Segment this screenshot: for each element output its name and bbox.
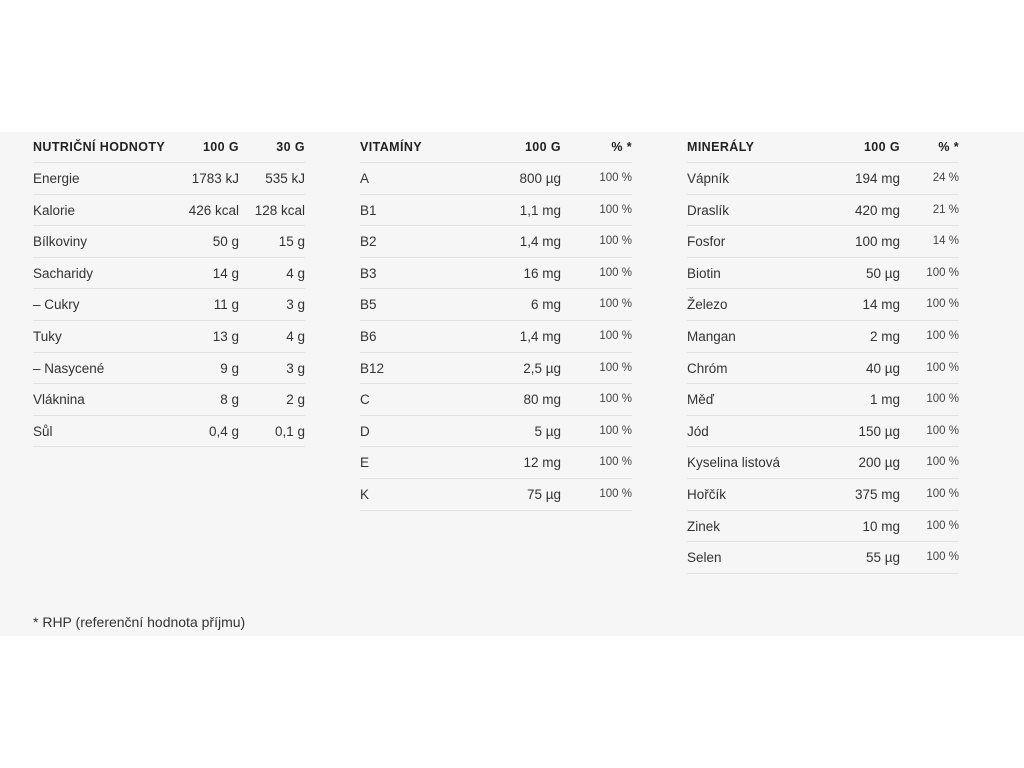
value-per-100g: 1,1 mg	[519, 202, 561, 218]
value-per-100g: 16 mg	[523, 265, 561, 281]
value-per-30g: 3 g	[286, 297, 305, 313]
value-per-100g: 375 mg	[854, 486, 900, 502]
value-per-30g: 15 g	[278, 234, 305, 250]
value-per-100g: 55 µg	[865, 550, 900, 566]
table-row	[33, 321, 305, 353]
value-per-100g: 6 mg	[530, 297, 561, 313]
value-per-30g: 128 kcal	[254, 202, 305, 218]
minerals-table	[687, 132, 959, 574]
value-percent-rhp: 21 %	[932, 203, 959, 216]
row-label: Chróm	[687, 360, 728, 376]
row-label: Jód	[687, 423, 709, 439]
value-per-100g: 80 mg	[523, 392, 561, 408]
table-row	[33, 226, 305, 258]
value-percent-rhp: 100 %	[599, 361, 632, 374]
table-row	[687, 226, 959, 258]
row-label: Sacharidy	[33, 265, 94, 281]
value-per-30g: 3 g	[286, 360, 305, 376]
row-label: Sůl	[33, 423, 53, 439]
table-row	[687, 195, 959, 227]
value-per-100g: 426 kcal	[188, 202, 239, 218]
value-per-100g: 1,4 mg	[519, 328, 561, 344]
table-row	[687, 542, 959, 574]
row-label: Biotin	[687, 265, 721, 281]
value-per-100g: 100 mg	[854, 234, 900, 250]
value-percent-rhp: 100 %	[599, 266, 632, 279]
table-row	[687, 321, 959, 353]
value-per-100g: 50 g	[212, 234, 239, 250]
value-per-100g: 2,5 µg	[523, 360, 561, 376]
table-row	[33, 258, 305, 290]
value-per-100g: 8 g	[220, 392, 239, 408]
column-header-name: MINERÁLY	[687, 140, 755, 154]
row-label: Zinek	[687, 518, 721, 534]
row-label: K	[360, 486, 370, 502]
table-row	[33, 289, 305, 321]
row-label: Vláknina	[33, 392, 85, 408]
value-per-100g: 420 mg	[854, 202, 900, 218]
column-header-percent: % *	[611, 140, 632, 154]
table-row	[687, 416, 959, 448]
value-per-100g: 14 g	[212, 265, 239, 281]
table-row	[687, 511, 959, 543]
row-label: B1	[360, 202, 377, 218]
footnote: * RHP (referenční hodnota příjmu)	[33, 614, 246, 630]
table-row	[33, 163, 305, 195]
value-per-100g: 9 g	[220, 360, 239, 376]
row-label: Měď	[687, 392, 715, 408]
row-label: Mangan	[687, 328, 736, 344]
table-row	[687, 479, 959, 511]
row-label: Železo	[687, 297, 728, 313]
table-row	[360, 447, 632, 479]
nutrition-info-panel	[0, 132, 1024, 636]
value-percent-rhp: 100 %	[926, 361, 959, 374]
row-label: Hořčík	[687, 486, 727, 502]
value-percent-rhp: 100 %	[926, 329, 959, 342]
column-header-100g: 100 G	[202, 140, 239, 154]
column-header-name: NUTRIČNÍ HODNOTY	[33, 140, 166, 154]
value-percent-rhp: 100 %	[926, 266, 959, 279]
row-label: Fosfor	[687, 234, 726, 250]
column-header-100g: 100 G	[524, 140, 561, 154]
table-row	[687, 384, 959, 416]
table-row	[360, 321, 632, 353]
value-percent-rhp: 100 %	[926, 298, 959, 311]
value-percent-rhp: 100 %	[599, 487, 632, 500]
value-per-100g: 150 µg	[858, 423, 900, 439]
value-per-100g: 75 µg	[526, 486, 561, 502]
value-per-100g: 200 µg	[858, 455, 900, 471]
value-per-100g: 5 µg	[534, 423, 561, 439]
value-percent-rhp: 100 %	[599, 329, 632, 342]
row-label: B6	[360, 328, 377, 344]
value-per-100g: 194 mg	[854, 171, 900, 186]
table-row	[687, 258, 959, 290]
table-row	[33, 195, 305, 227]
table-row	[360, 353, 632, 385]
value-per-30g: 535 kJ	[265, 171, 305, 186]
table-header	[360, 132, 632, 163]
value-percent-rhp: 100 %	[926, 551, 959, 564]
column-header-100g: 100 G	[863, 140, 900, 154]
value-percent-rhp: 100 %	[926, 393, 959, 406]
value-percent-rhp: 100 %	[599, 393, 632, 406]
row-label: C	[360, 392, 370, 408]
value-percent-rhp: 100 %	[599, 424, 632, 437]
row-label: E	[360, 455, 370, 471]
value-percent-rhp: 100 %	[599, 172, 632, 184]
value-percent-rhp: 100 %	[599, 456, 632, 469]
column-header-percent: % *	[938, 140, 959, 154]
value-per-100g: 11 g	[213, 297, 239, 313]
nutrition-table	[33, 132, 305, 447]
value-per-30g: 2 g	[286, 392, 305, 408]
row-label: – Cukry	[33, 297, 80, 313]
value-per-100g: 40 µg	[865, 360, 900, 376]
value-per-100g: 13 g	[212, 328, 239, 344]
row-label: B2	[360, 234, 377, 250]
row-label: Bílkoviny	[33, 234, 88, 250]
row-label: Draslík	[687, 202, 730, 218]
value-percent-rhp: 100 %	[926, 424, 959, 437]
row-label: B12	[360, 360, 385, 376]
table-row	[360, 195, 632, 227]
vitamins-table	[360, 132, 632, 511]
row-label: – Nasycené	[33, 360, 105, 376]
row-label: B5	[360, 297, 377, 313]
table-row	[360, 289, 632, 321]
table-row	[360, 258, 632, 290]
value-per-100g: 1783 kJ	[191, 171, 239, 186]
value-per-30g: 4 g	[286, 328, 305, 344]
value-per-100g: 0,4 g	[208, 423, 239, 439]
value-percent-rhp: 100 %	[599, 298, 632, 311]
value-percent-rhp: 100 %	[926, 456, 959, 469]
value-percent-rhp: 24 %	[932, 172, 959, 184]
table-row	[360, 226, 632, 258]
row-label: Tuky	[33, 328, 62, 344]
value-per-100g: 1 mg	[869, 392, 900, 408]
value-percent-rhp: 100 %	[599, 203, 632, 216]
table-row	[687, 289, 959, 321]
table-header	[687, 132, 959, 163]
value-per-100g: 12 mg	[523, 455, 561, 471]
value-per-30g: 4 g	[286, 265, 305, 281]
table-row	[687, 353, 959, 385]
table-header	[33, 132, 305, 163]
row-label: Selen	[687, 550, 722, 566]
row-label: B3	[360, 265, 377, 281]
table-row	[360, 384, 632, 416]
row-label: Kalorie	[33, 202, 76, 218]
table-row	[33, 416, 305, 448]
value-percent-rhp: 100 %	[926, 487, 959, 500]
table-row	[360, 163, 632, 195]
row-label: D	[360, 423, 370, 439]
value-per-100g: 1,4 mg	[519, 234, 561, 250]
value-percent-rhp: 14 %	[932, 235, 959, 248]
value-per-100g: 2 mg	[869, 328, 900, 344]
value-percent-rhp: 100 %	[599, 235, 632, 248]
table-row	[33, 384, 305, 416]
row-label: Kyselina listová	[687, 455, 781, 471]
value-per-100g: 800 µg	[519, 171, 561, 186]
row-label: A	[360, 171, 370, 186]
table-row	[687, 447, 959, 479]
column-header-name: VITAMÍNY	[360, 140, 422, 154]
table-row	[33, 353, 305, 385]
value-per-100g: 50 µg	[865, 265, 900, 281]
table-row	[360, 479, 632, 511]
value-per-30g: 0,1 g	[274, 423, 305, 439]
row-label: Vápník	[687, 171, 730, 186]
value-percent-rhp: 100 %	[926, 519, 959, 532]
row-label: Energie	[33, 171, 80, 186]
column-header-30g: 30 G	[276, 140, 305, 154]
value-per-100g: 14 mg	[862, 297, 900, 313]
value-per-100g: 10 mg	[862, 518, 900, 534]
table-row	[360, 416, 632, 448]
table-row	[687, 163, 959, 195]
